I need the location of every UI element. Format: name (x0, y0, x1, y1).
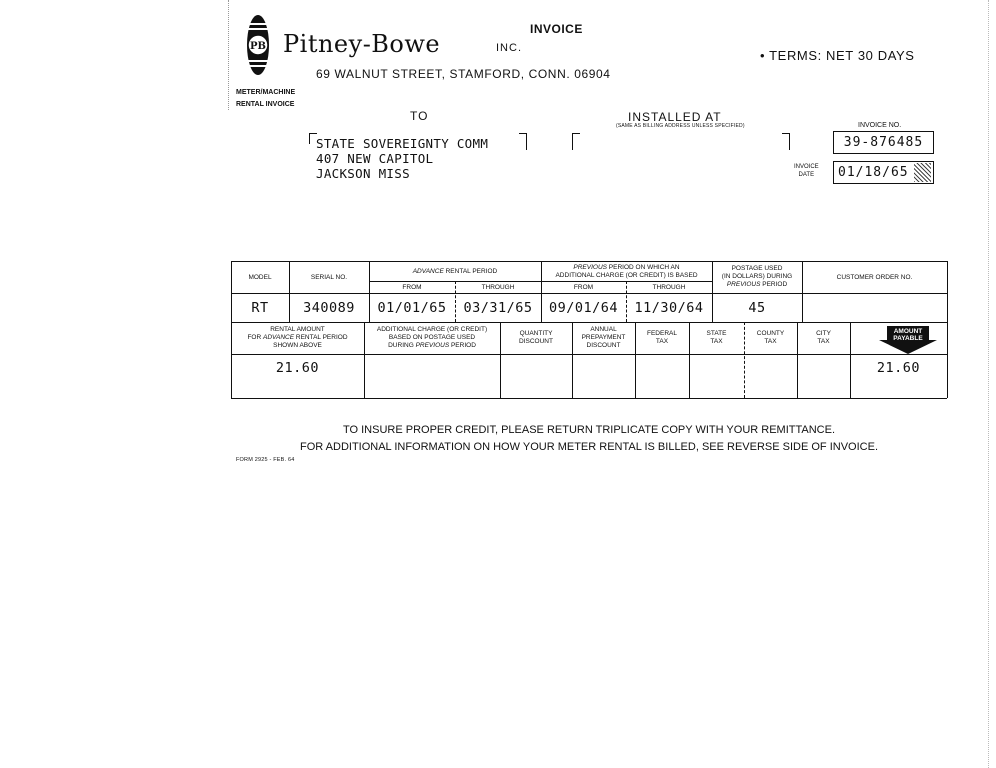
invoice-no-value: 39-876485 (833, 131, 934, 154)
scan-edge-line (988, 0, 989, 768)
header-rental-for: FOR (247, 334, 263, 341)
header-postage-emph: PREVIOUS (726, 281, 761, 288)
installed-bracket-right (782, 133, 790, 150)
header-postage-line2: (IN DOLLARS) DURING (721, 273, 793, 280)
cell-advance-from: 01/01/65 (377, 300, 447, 316)
table-rule (231, 261, 947, 262)
cell-rental-amount: 21.60 (275, 360, 320, 376)
bill-to-line3: JACKSON MISS (316, 166, 410, 181)
header-additional-rest: PERIOD (449, 342, 476, 349)
installed-at-label: INSTALLED AT (628, 110, 722, 124)
header-rental-amount (231, 326, 364, 350)
header-customer-order: CUSTOMER ORDER NO. (836, 274, 913, 281)
cell-previous-from: 09/01/64 (548, 300, 619, 316)
header-additional-emph: PREVIOUS (415, 342, 450, 349)
table-rule (231, 293, 947, 294)
header-annual-line1: ANNUAL (590, 326, 617, 333)
table-rule (231, 322, 947, 323)
header-city-line1: CITY (816, 330, 831, 337)
header-county-line1: COUNTY (756, 330, 785, 337)
bill-to-address (316, 136, 488, 181)
header-previous-from: FROM (573, 284, 594, 291)
header-state-line1: STATE (706, 330, 727, 337)
header-previous-line2: ADDITIONAL CHARGE (OR CREDIT) IS BASED (555, 272, 698, 279)
header-annual-line2: PREPAYMENT (581, 334, 626, 341)
pitney-bowes-logo (246, 14, 270, 76)
installed-bracket-left (572, 133, 580, 150)
header-rental-line2 (231, 334, 364, 342)
header-quantity-discount (500, 330, 572, 346)
cell-amount-payable: 21.60 (876, 360, 921, 376)
header-additional-line2: BASED ON POSTAGE USED (388, 334, 476, 341)
table-rule (231, 354, 947, 355)
header-state-line2: TAX (710, 338, 723, 345)
header-rental-rest: RENTAL PERIOD (294, 334, 348, 341)
invoice-date-label (794, 163, 819, 179)
header-federal-line1: FEDERAL (647, 330, 677, 337)
table-rule (802, 261, 803, 322)
header-previous-emph: PREVIOUS (573, 264, 607, 271)
company-address: 69 WALNUT STREET, STAMFORD, CONN. 06904 (316, 67, 611, 81)
cell-postage: 45 (748, 300, 766, 316)
header-postage-rest: PERIOD (760, 281, 788, 288)
header-model: MODEL (248, 274, 272, 281)
header-rental-emph: ADVANCE (262, 334, 295, 341)
header-previous-line1 (541, 264, 712, 272)
bill-to-line1: STATE SOVEREIGNTY COMM (316, 136, 489, 151)
cell-model: RT (251, 300, 269, 316)
meter-rental-label (236, 87, 295, 111)
header-annual-prepayment (572, 326, 635, 350)
header-federal-line2: TAX (655, 338, 669, 345)
to-label: TO (410, 109, 429, 123)
bill-to-bracket-right (519, 133, 527, 150)
bill-to-line2: 407 NEW CAPITOL (316, 151, 434, 166)
logo-letters: PB (250, 41, 266, 52)
scan-edge-line (228, 0, 229, 110)
header-postage (712, 265, 802, 289)
invoice-title: INVOICE (530, 22, 583, 36)
brand-name: Pitney-Bowe (283, 30, 441, 58)
header-advance-period (369, 268, 541, 276)
header-additional-during: DURING (388, 342, 416, 349)
cell-serial: 340089 (303, 300, 355, 316)
header-city-tax (797, 330, 850, 346)
cell-advance-through: 03/31/65 (463, 300, 533, 316)
header-previous-rest: PERIOD ON WHICH AN (607, 264, 680, 271)
header-serial: SERIAL NO. (310, 274, 348, 281)
brand-suffix: INC. (496, 42, 522, 54)
header-additional-charge (364, 326, 500, 350)
invoice-date-label-1: INVOICE (794, 164, 819, 170)
header-annual-line3: DISCOUNT (586, 342, 621, 349)
form-number: FORM 2925 - FEB. 64 (236, 457, 295, 463)
invoice-date-text: 01/18/65 (838, 165, 909, 180)
meter-label-line1: METER/MACHINE (236, 89, 296, 96)
header-additional-line3 (364, 342, 500, 350)
header-rental-line1: RENTAL AMOUNT (270, 326, 325, 333)
payment-terms: • TERMS: NET 30 DAYS (760, 48, 915, 63)
table-rule (231, 398, 947, 399)
header-advance-emph: ADVANCE (412, 268, 444, 275)
header-additional-line1: ADDITIONAL CHARGE (OR CREDIT) (376, 326, 488, 333)
date-hatch-box (914, 163, 931, 182)
header-amount-line2: PAYABLE (893, 335, 923, 342)
header-advance-from: FROM (402, 284, 422, 291)
header-county-line2: TAX (764, 338, 777, 345)
header-rental-line3: SHOWN ABOVE (273, 342, 322, 349)
header-postage-line3 (712, 281, 802, 289)
header-quantity-line1: QUANTITY (519, 330, 553, 337)
header-previous-through: THROUGH (652, 284, 686, 291)
header-federal-tax (635, 330, 689, 346)
invoice-table (231, 261, 947, 399)
invoice-no-label: INVOICE NO. (858, 122, 902, 129)
header-advance-through: THROUGH (481, 284, 515, 291)
header-previous-period (541, 264, 712, 280)
header-city-line2: TAX (817, 338, 830, 345)
header-advance-rest: RENTAL PERIOD (443, 268, 498, 275)
header-state-tax (689, 330, 744, 346)
header-amount-line1: AMOUNT (893, 328, 923, 335)
billing-info-note: FOR ADDITIONAL INFORMATION ON HOW YOUR METER RENTAL IS BILLED, SEE REVERSE SIDE OF INVOICE. (300, 441, 878, 453)
header-amount-payable (879, 328, 937, 342)
invoice-date-label-2: DATE (798, 172, 815, 178)
installed-at-note: (SAME AS BILLING ADDRESS UNLESS SPECIFIED) (616, 123, 745, 129)
cell-previous-through: 11/30/64 (634, 300, 704, 316)
meter-label-line2: RENTAL INVOICE (236, 101, 295, 108)
remittance-note: TO INSURE PROPER CREDIT, PLEASE RETURN TRIPLICATE COPY WITH YOUR REMITTANCE. (342, 424, 836, 436)
header-quantity-line2: DISCOUNT (519, 338, 553, 345)
table-rule (947, 261, 948, 398)
header-county-tax (744, 330, 797, 346)
header-postage-line1: POSTAGE USED (731, 265, 783, 272)
